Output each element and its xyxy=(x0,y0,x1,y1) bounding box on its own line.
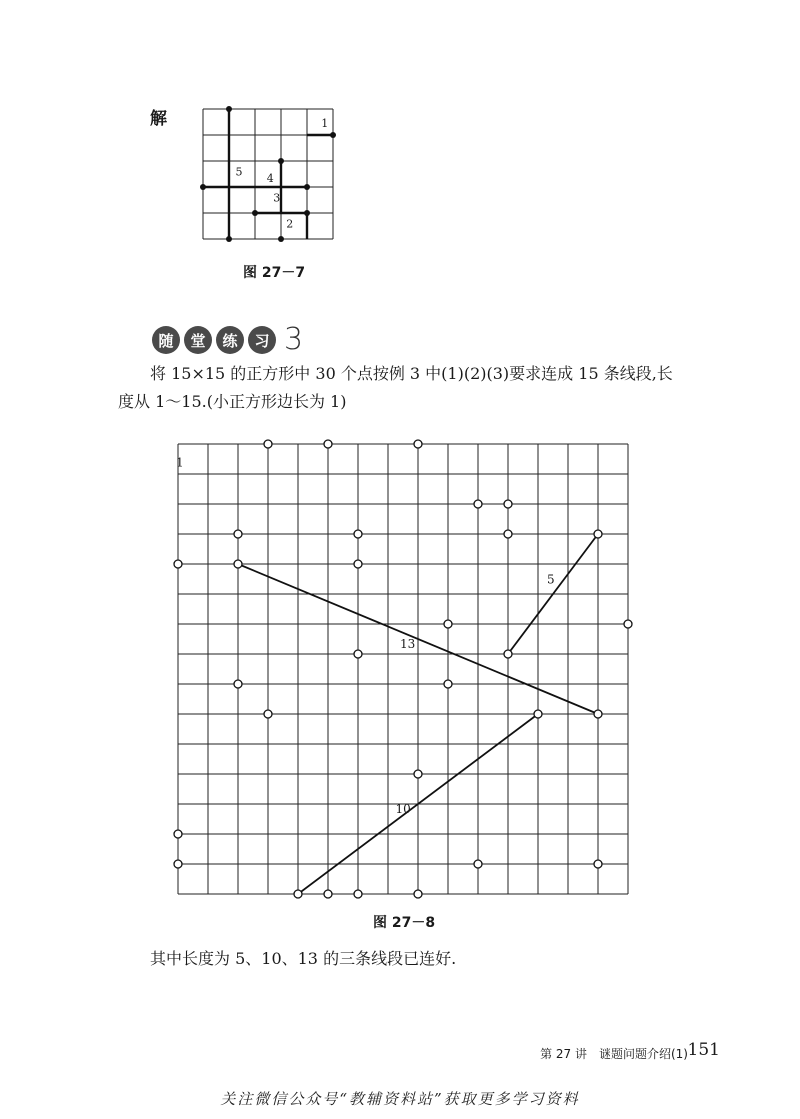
grid-point xyxy=(414,770,422,778)
grid-dot xyxy=(278,158,284,164)
grid-dot xyxy=(304,184,310,190)
grid-point xyxy=(504,500,512,508)
grid-point xyxy=(174,860,182,868)
grid-point xyxy=(174,560,182,568)
grid-point xyxy=(474,860,482,868)
grid-point xyxy=(594,710,602,718)
figure-27-8-caption: 图 27－8 xyxy=(373,915,436,931)
segment-length-label: 4 xyxy=(266,171,274,185)
grid-point xyxy=(354,530,362,538)
section-number: 3 xyxy=(284,322,304,357)
grid-dot xyxy=(330,132,336,138)
problem-text-line1: 将 15×15 的正方形中 30 个点按例 3 中(1)(2)(3)要求连成 15 条线段,长 xyxy=(150,364,673,383)
watermark-text: 关注微信公众号“教辅资料站”获取更多学习资料 xyxy=(220,1090,580,1108)
conclusion-line: 其中长度为 5、10、13 的三条线段已连好. xyxy=(150,949,457,968)
grid-point xyxy=(264,710,272,718)
section-badge-1: 随 xyxy=(152,326,180,354)
grid-dot xyxy=(252,210,258,216)
corner-unit-label: 1 xyxy=(176,455,184,470)
grid-point xyxy=(354,650,362,658)
conclusion-text xyxy=(118,945,698,973)
grid-dot xyxy=(226,106,232,112)
page-number: 151 xyxy=(687,1040,720,1060)
figure-27-7-caption: 图 27－7 xyxy=(243,265,306,281)
section-badge-4: 习 xyxy=(248,326,276,354)
grid-point xyxy=(594,530,602,538)
segment-length-label: 2 xyxy=(286,217,294,231)
grid-point xyxy=(354,560,362,568)
grid-point xyxy=(234,560,242,568)
segment-length-label: 13 xyxy=(400,637,416,651)
segment-length-label: 5 xyxy=(235,165,243,179)
grid-dot xyxy=(304,210,310,216)
problem-text-line2: 度从 1～15.(小正方形边长为 1) xyxy=(118,392,347,411)
footer-chapter: 第 27 讲 谜题问题介绍(1) xyxy=(540,1047,688,1061)
section-title xyxy=(152,322,303,358)
grid-dot xyxy=(278,236,284,242)
grid-point xyxy=(474,500,482,508)
grid-point xyxy=(504,530,512,538)
grid-point xyxy=(234,530,242,538)
section-badge-2: 堂 xyxy=(184,326,212,354)
grid-dot xyxy=(226,236,232,242)
grid-point xyxy=(324,440,332,448)
grid-point xyxy=(444,680,452,688)
grid-point xyxy=(624,620,632,628)
grid-point xyxy=(294,890,302,898)
grid-point xyxy=(354,890,362,898)
grid-point xyxy=(174,830,182,838)
segment-length-label: 3 xyxy=(273,191,281,205)
grid-point xyxy=(504,650,512,658)
figure-27-7-grid xyxy=(196,102,340,246)
grid-dot xyxy=(200,184,206,190)
segment-length-label: 10 xyxy=(395,802,411,816)
problem-text xyxy=(118,360,698,416)
grid-point xyxy=(444,620,452,628)
segment-length-label: 1 xyxy=(321,117,329,131)
grid-point xyxy=(264,440,272,448)
segment-length-label: 5 xyxy=(547,572,555,587)
grid-point xyxy=(414,890,422,898)
figure-27-8-grid xyxy=(172,438,634,900)
grid-point xyxy=(594,860,602,868)
grid-point xyxy=(234,680,242,688)
section-badge-3: 练 xyxy=(216,326,244,354)
solution-label: 解 xyxy=(150,109,167,129)
grid-point xyxy=(534,710,542,718)
grid-point xyxy=(324,890,332,898)
grid-point xyxy=(414,440,422,448)
